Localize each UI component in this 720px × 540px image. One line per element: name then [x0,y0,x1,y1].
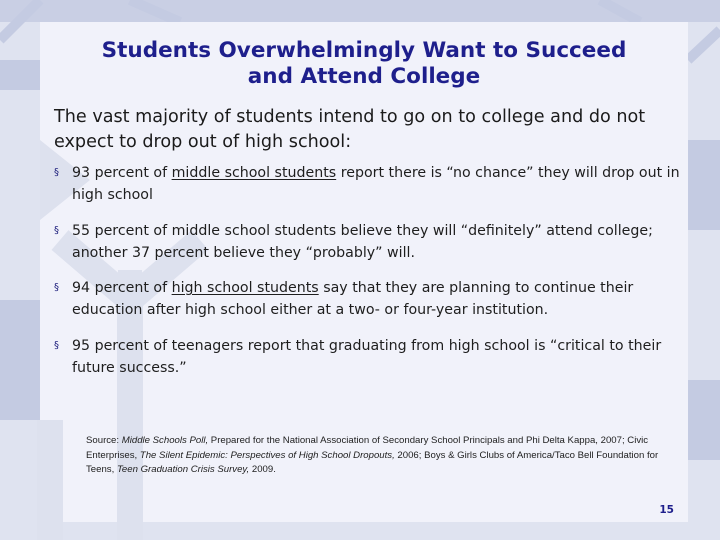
bullet-item-3: § 94 percent of high school students say that they are planning to continue their education after high school either at a two- or four-year institution. [54,277,684,321]
bullet-marker: § [54,167,59,178]
title-line-1: Students Overwhelmingly Want to Succeed [101,38,627,63]
bullet-item-1: § 93 percent of middle school students report there is “no chance” they will drop out in high school [54,162,684,206]
page-number: 15 [659,504,674,516]
bullet-marker: § [54,339,59,351]
slide-title [40,38,688,90]
title-line-2: and Attend College [247,64,481,89]
middle-school-students-link[interactable]: middle school students [171,165,337,181]
intro-paragraph: The vast majority of students intend to go on to college and do not expect to drop out of high school: [54,107,646,152]
high-school-students-link[interactable]: high school students [171,280,319,296]
bullet-item-4: § 95 percent of teenagers report that graduating from high school is “critical to their future success.” [54,335,684,379]
source-citation: Source: Middle Schools Poll, Prepared for the National Association of Secondary School Principals and Phi Delta Kappa, 2007; Civic Enterprises, The Silent Epidemic: Perspectives of High School Dropouts, 2006; Boys & Girls Clubs of America/Taco Bell Foundation for Teens, Teen Graduation Crisis Survey, 2009. [86,435,659,475]
bullet-list [54,162,684,392]
bullet-item-2: § 55 percent of middle school students believe they will “definitely” attend college; another 37 percent believe they “probably” will. [54,220,684,264]
bullet-marker: § [54,224,59,236]
bullet-marker: § [54,282,59,293]
